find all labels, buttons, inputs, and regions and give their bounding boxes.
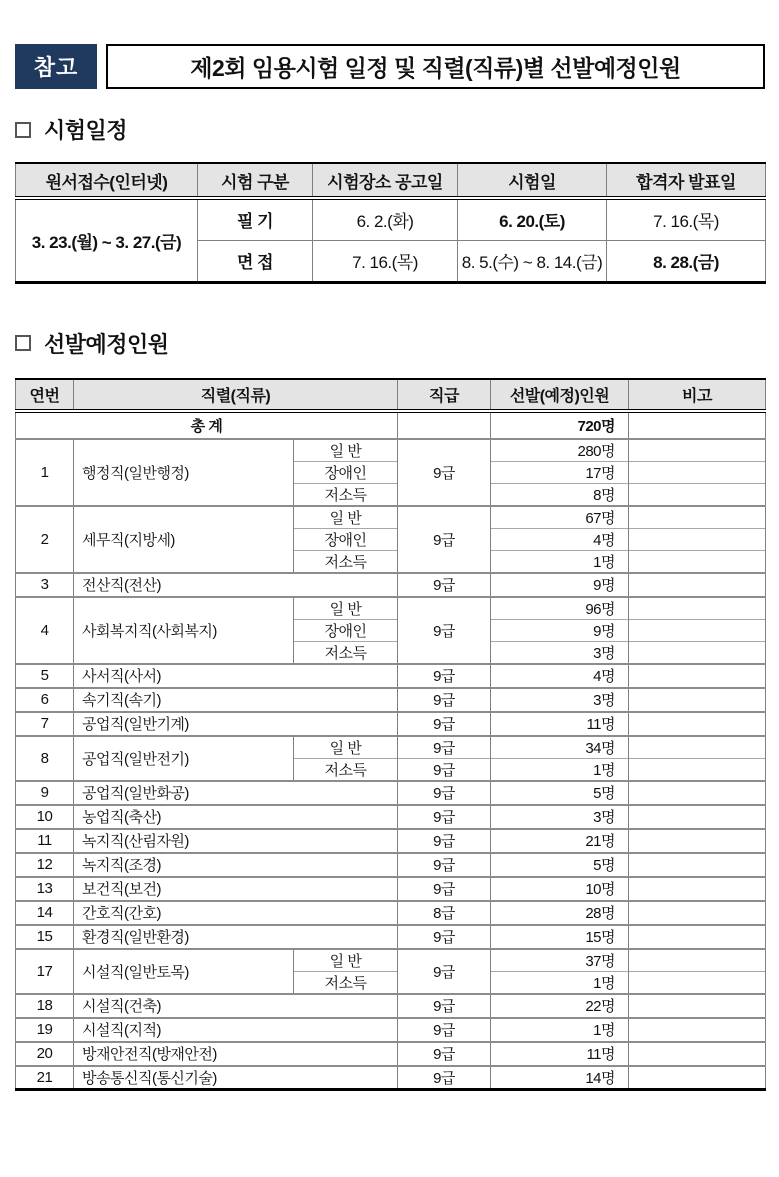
cell-count: 1명: [491, 758, 629, 781]
selection-row: [16, 853, 766, 877]
schedule-header-row: [16, 163, 766, 198]
cell-count: 11명: [491, 712, 629, 736]
cell-grade: 9급: [398, 597, 491, 664]
cell-number: 3: [16, 573, 74, 597]
cell-series: 녹지직(산림자원): [74, 829, 398, 853]
column-header: 시험일: [458, 163, 607, 198]
cell-grade: 9급: [398, 829, 491, 853]
column-header: 시험장소 공고일: [313, 163, 458, 198]
cell-category: 일 반: [294, 506, 398, 529]
selection-subrow: [16, 439, 766, 462]
cell-category: 저소득: [294, 758, 398, 781]
cell-note: [629, 994, 766, 1018]
reference-badge: 참고: [15, 44, 97, 89]
doc-header: [15, 44, 765, 89]
cell-series: 보건직(보건): [74, 877, 398, 901]
cell-note: [629, 573, 766, 597]
cell-number: 8: [16, 736, 74, 781]
cell-count: 96명: [491, 597, 629, 620]
cell-note: [629, 1042, 766, 1066]
cell-grade: 9급: [398, 1042, 491, 1066]
cell-grade: 9급: [398, 712, 491, 736]
column-header: 합격자 발표일: [607, 163, 766, 198]
cell-series: 녹지직(조경): [74, 853, 398, 877]
cell-venue-notice-date: 6. 2.(화): [313, 198, 458, 240]
cell-grade: 9급: [398, 949, 491, 994]
cell-note: [629, 550, 766, 573]
cell-note: [629, 641, 766, 664]
cell-note: [629, 712, 766, 736]
cell-total-label: 총 계: [16, 411, 398, 439]
cell-grade: 9급: [398, 781, 491, 805]
cell-series: 시설직(건축): [74, 994, 398, 1018]
cell-grade: 9급: [398, 877, 491, 901]
doc-title-box: [106, 44, 765, 89]
cell-grade: 9급: [398, 506, 491, 573]
cell-count: 1명: [491, 1018, 629, 1042]
cell-number: 5: [16, 664, 74, 688]
cell-series: 행정직(일반행정): [74, 439, 294, 506]
cell-number: 18: [16, 994, 74, 1018]
cell-number: 9: [16, 781, 74, 805]
cell-grade: 9급: [398, 439, 491, 506]
cell-category: 일 반: [294, 736, 398, 759]
selection-row: [16, 805, 766, 829]
cell-count: 9명: [491, 619, 629, 641]
cell-note: [629, 1066, 766, 1090]
column-header: 직렬(직류): [74, 379, 398, 411]
cell-series: 세무직(지방세): [74, 506, 294, 573]
cell-category: 저소득: [294, 550, 398, 573]
cell-category: 장애인: [294, 461, 398, 483]
selection-row: [16, 1018, 766, 1042]
cell-count: 3명: [491, 805, 629, 829]
cell-number: 11: [16, 829, 74, 853]
cell-note: [629, 528, 766, 550]
cell-count: 37명: [491, 949, 629, 972]
cell-number: 13: [16, 877, 74, 901]
cell-category: 일 반: [294, 439, 398, 462]
cell-count: 1명: [491, 550, 629, 573]
cell-result-date: 8. 28.(금): [607, 240, 766, 282]
cell-note: [629, 781, 766, 805]
cell-count: 11명: [491, 1042, 629, 1066]
selection-row: [16, 664, 766, 688]
selection-row: [16, 994, 766, 1018]
cell-note: [629, 758, 766, 781]
cell-count: 5명: [491, 853, 629, 877]
cell-venue-notice-date: 7. 16.(목): [313, 240, 458, 282]
cell-exam-type: 필 기: [198, 198, 313, 240]
cell-exam-date: 8. 5.(수) ~ 8. 14.(금): [458, 240, 607, 282]
cell-note: [629, 1018, 766, 1042]
selection-plan-table: [15, 378, 766, 1092]
cell-series: 시설직(지적): [74, 1018, 398, 1042]
cell-category: 저소득: [294, 971, 398, 994]
cell-series: 공업직(일반화공): [74, 781, 398, 805]
cell-count: 1명: [491, 971, 629, 994]
cell-series: 방송통신직(통신기술): [74, 1066, 398, 1090]
cell-result-date: 7. 16.(목): [607, 198, 766, 240]
cell-count: 3명: [491, 641, 629, 664]
column-header: 직급: [398, 379, 491, 411]
selection-row: [16, 688, 766, 712]
document-page: [15, 44, 765, 1091]
cell-count: 14명: [491, 1066, 629, 1090]
column-header: 시험 구분: [198, 163, 313, 198]
cell-grade: 9급: [398, 758, 491, 781]
cell-grade: 9급: [398, 573, 491, 597]
cell-count: 34명: [491, 736, 629, 759]
cell-number: 4: [16, 597, 74, 664]
cell-count: 15명: [491, 925, 629, 949]
cell-count: 3명: [491, 688, 629, 712]
cell-grade: 9급: [398, 736, 491, 759]
cell-note: [629, 506, 766, 529]
cell-note: [629, 439, 766, 462]
cell-count: 9명: [491, 573, 629, 597]
cell-series: 속기직(속기): [74, 688, 398, 712]
selection-row: [16, 781, 766, 805]
cell-grade: [398, 411, 491, 439]
selection-subrow: [16, 597, 766, 620]
selection-row: [16, 925, 766, 949]
section-title-schedule: 시험일정: [44, 118, 128, 143]
cell-count: 10명: [491, 877, 629, 901]
cell-category: 일 반: [294, 597, 398, 620]
cell-number: 17: [16, 949, 74, 994]
cell-number: 12: [16, 853, 74, 877]
cell-note: [629, 971, 766, 994]
cell-grade: 9급: [398, 1018, 491, 1042]
cell-note: [629, 483, 766, 506]
selection-row: [16, 877, 766, 901]
cell-series: 사회복지직(사회복지): [74, 597, 294, 664]
cell-grade: 9급: [398, 664, 491, 688]
cell-category: 일 반: [294, 949, 398, 972]
cell-note: [629, 901, 766, 925]
cell-series: 사서직(사서): [74, 664, 398, 688]
cell-note: [629, 805, 766, 829]
cell-series: 공업직(일반기계): [74, 712, 398, 736]
total-row: [16, 411, 766, 439]
cell-count: 4명: [491, 664, 629, 688]
cell-number: 1: [16, 439, 74, 506]
cell-application-period: 3. 23.(월) ~ 3. 27.(금): [16, 198, 198, 282]
cell-number: 10: [16, 805, 74, 829]
cell-category: 장애인: [294, 528, 398, 550]
cell-series: 농업직(축산): [74, 805, 398, 829]
cell-count: 28명: [491, 901, 629, 925]
cell-grade: 9급: [398, 925, 491, 949]
cell-count: 8명: [491, 483, 629, 506]
square-bullet-icon: [15, 122, 31, 138]
selection-row: [16, 1042, 766, 1066]
column-header: 연번: [16, 379, 74, 411]
cell-note: [629, 597, 766, 620]
cell-number: 7: [16, 712, 74, 736]
cell-series: 공업직(일반전기): [74, 736, 294, 781]
cell-number: 6: [16, 688, 74, 712]
cell-count: 5명: [491, 781, 629, 805]
cell-number: 15: [16, 925, 74, 949]
selection-subrow: [16, 506, 766, 529]
column-header: 비고: [629, 379, 766, 411]
cell-total-count: 720명: [491, 411, 629, 439]
cell-count: 67명: [491, 506, 629, 529]
cell-grade: 9급: [398, 1066, 491, 1090]
cell-series: 시설직(일반토목): [74, 949, 294, 994]
cell-number: 2: [16, 506, 74, 573]
selection-row: [16, 829, 766, 853]
doc-title: 제2회 임용시험 일정 및 직렬(직류)별 선발예정인원: [190, 55, 681, 81]
schedule-row-written: [16, 198, 766, 240]
selection-header-row: [16, 379, 766, 411]
cell-grade: 9급: [398, 805, 491, 829]
cell-note: [629, 949, 766, 972]
cell-count: 280명: [491, 439, 629, 462]
cell-note: [629, 461, 766, 483]
cell-note: [629, 877, 766, 901]
square-bullet-icon: [15, 335, 31, 351]
selection-subrow: [16, 736, 766, 759]
selection-row: [16, 712, 766, 736]
cell-series: 간호직(간호): [74, 901, 398, 925]
selection-row: [16, 573, 766, 597]
cell-number: 20: [16, 1042, 74, 1066]
cell-note: [629, 853, 766, 877]
selection-row: [16, 1066, 766, 1090]
cell-note: [629, 619, 766, 641]
cell-note: [629, 411, 766, 439]
cell-count: 22명: [491, 994, 629, 1018]
cell-note: [629, 736, 766, 759]
cell-count: 4명: [491, 528, 629, 550]
cell-series: 방재안전직(방재안전): [74, 1042, 398, 1066]
cell-note: [629, 829, 766, 853]
section-heading-selection: [15, 328, 765, 359]
cell-count: 17명: [491, 461, 629, 483]
cell-grade: 9급: [398, 853, 491, 877]
selection-subrow: [16, 949, 766, 972]
selection-row: [16, 901, 766, 925]
column-header: 원서접수(인터넷): [16, 163, 198, 198]
cell-series: 환경직(일반환경): [74, 925, 398, 949]
cell-grade: 9급: [398, 994, 491, 1018]
cell-grade: 9급: [398, 688, 491, 712]
cell-exam-type: 면 접: [198, 240, 313, 282]
cell-category: 저소득: [294, 483, 398, 506]
section-heading-schedule: [15, 114, 765, 145]
cell-number: 14: [16, 901, 74, 925]
cell-exam-date: 6. 20.(토): [458, 198, 607, 240]
cell-count: 21명: [491, 829, 629, 853]
exam-schedule-table: [15, 162, 766, 284]
cell-note: [629, 925, 766, 949]
cell-note: [629, 664, 766, 688]
section-title-selection: 선발예정인원: [44, 331, 169, 357]
cell-number: 19: [16, 1018, 74, 1042]
cell-category: 저소득: [294, 641, 398, 664]
cell-number: 21: [16, 1066, 74, 1090]
cell-grade: 8급: [398, 901, 491, 925]
cell-series: 전산직(전산): [74, 573, 398, 597]
cell-note: [629, 688, 766, 712]
cell-category: 장애인: [294, 619, 398, 641]
column-header: 선발(예정)인원: [491, 379, 629, 411]
